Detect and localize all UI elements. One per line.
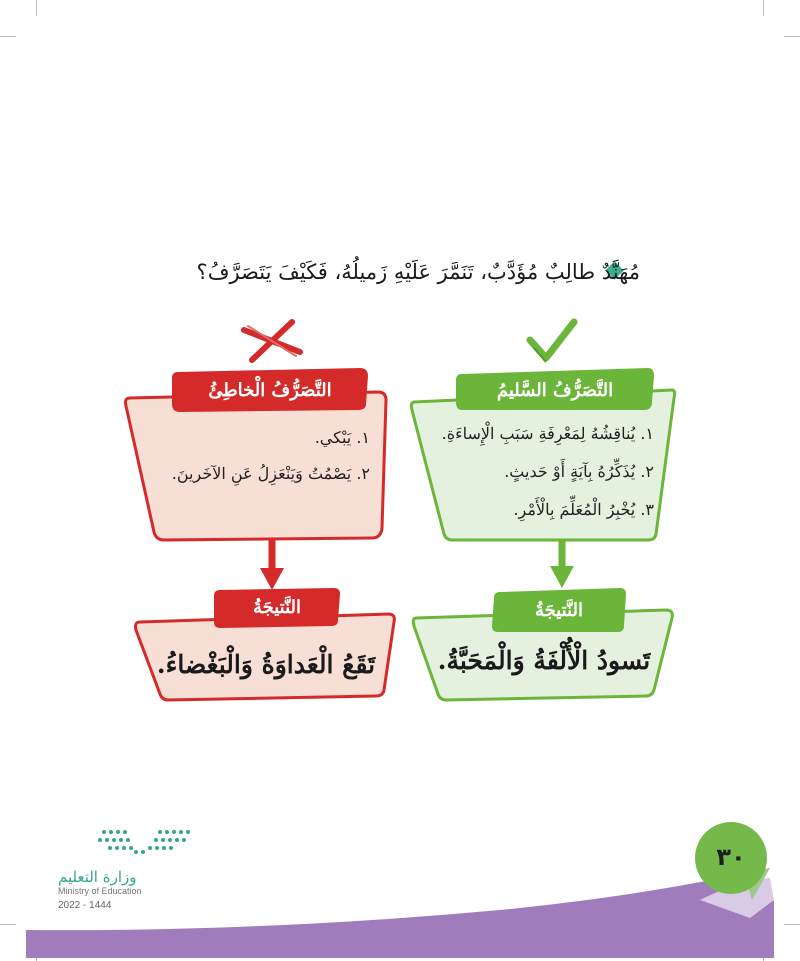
wrong-item: ٢. يَصْمُتُ وَيَنْعَزِلُ عَنِ الآخَرينَ. — [171, 464, 370, 483]
wrong-title: التَّصَرُّفُ الْخاطِئُ — [208, 380, 332, 401]
ministry-year: 2022 - 1444 — [58, 900, 112, 911]
wrong-result-text: تَقَعُ الْعَداوَةُ وَالْبَغْضاءُ. — [156, 650, 376, 679]
arrow-down-icon — [550, 540, 574, 588]
check-mark-icon — [530, 322, 574, 358]
question-text: مُهَنَّدٌ طالِبٌ مُؤَدَّبٌ، تَنَمَّرَ عَلَيْهِ زَميلُهُ، فَكَيْفَ يَتَصَرَّفُ؟ — [196, 260, 640, 284]
correct-title: التَّصَرُّفُ السَّليمُ — [496, 380, 614, 401]
ministry-name-en: Ministry of Education — [58, 886, 142, 896]
cross-mark-icon — [244, 322, 300, 360]
correct-result-label: النَّتيجَةُ — [534, 600, 584, 621]
correct-item: ٣. يُخْبِرُ الْمُعَلِّمَ بِالْأَمْرِ. — [513, 500, 654, 519]
page-number-badge: ٣٠ — [695, 822, 767, 894]
footer-band — [26, 872, 774, 958]
wrong-item: ١. يَبْكي. — [314, 428, 370, 447]
wrong-result-label: النَّتيجَةُ — [252, 597, 302, 618]
correct-item: ١. يُناقِشُهُ لِمَعْرِفَةِ سَبَبِ الْإِساءَةِ. — [441, 424, 654, 443]
arrow-down-icon — [260, 540, 284, 590]
ministry-logo-icon — [98, 830, 190, 854]
correct-item: ٢. يُذَكِّرُهُ بِآيَةٍ أَوْ حَديثٍ. — [504, 462, 654, 481]
correct-result-text: تَسودُ الْأُلْفَةُ وَالْمَحَبَّةُ. — [437, 646, 651, 675]
ministry-name-ar: وزارة التعليم — [58, 868, 137, 886]
